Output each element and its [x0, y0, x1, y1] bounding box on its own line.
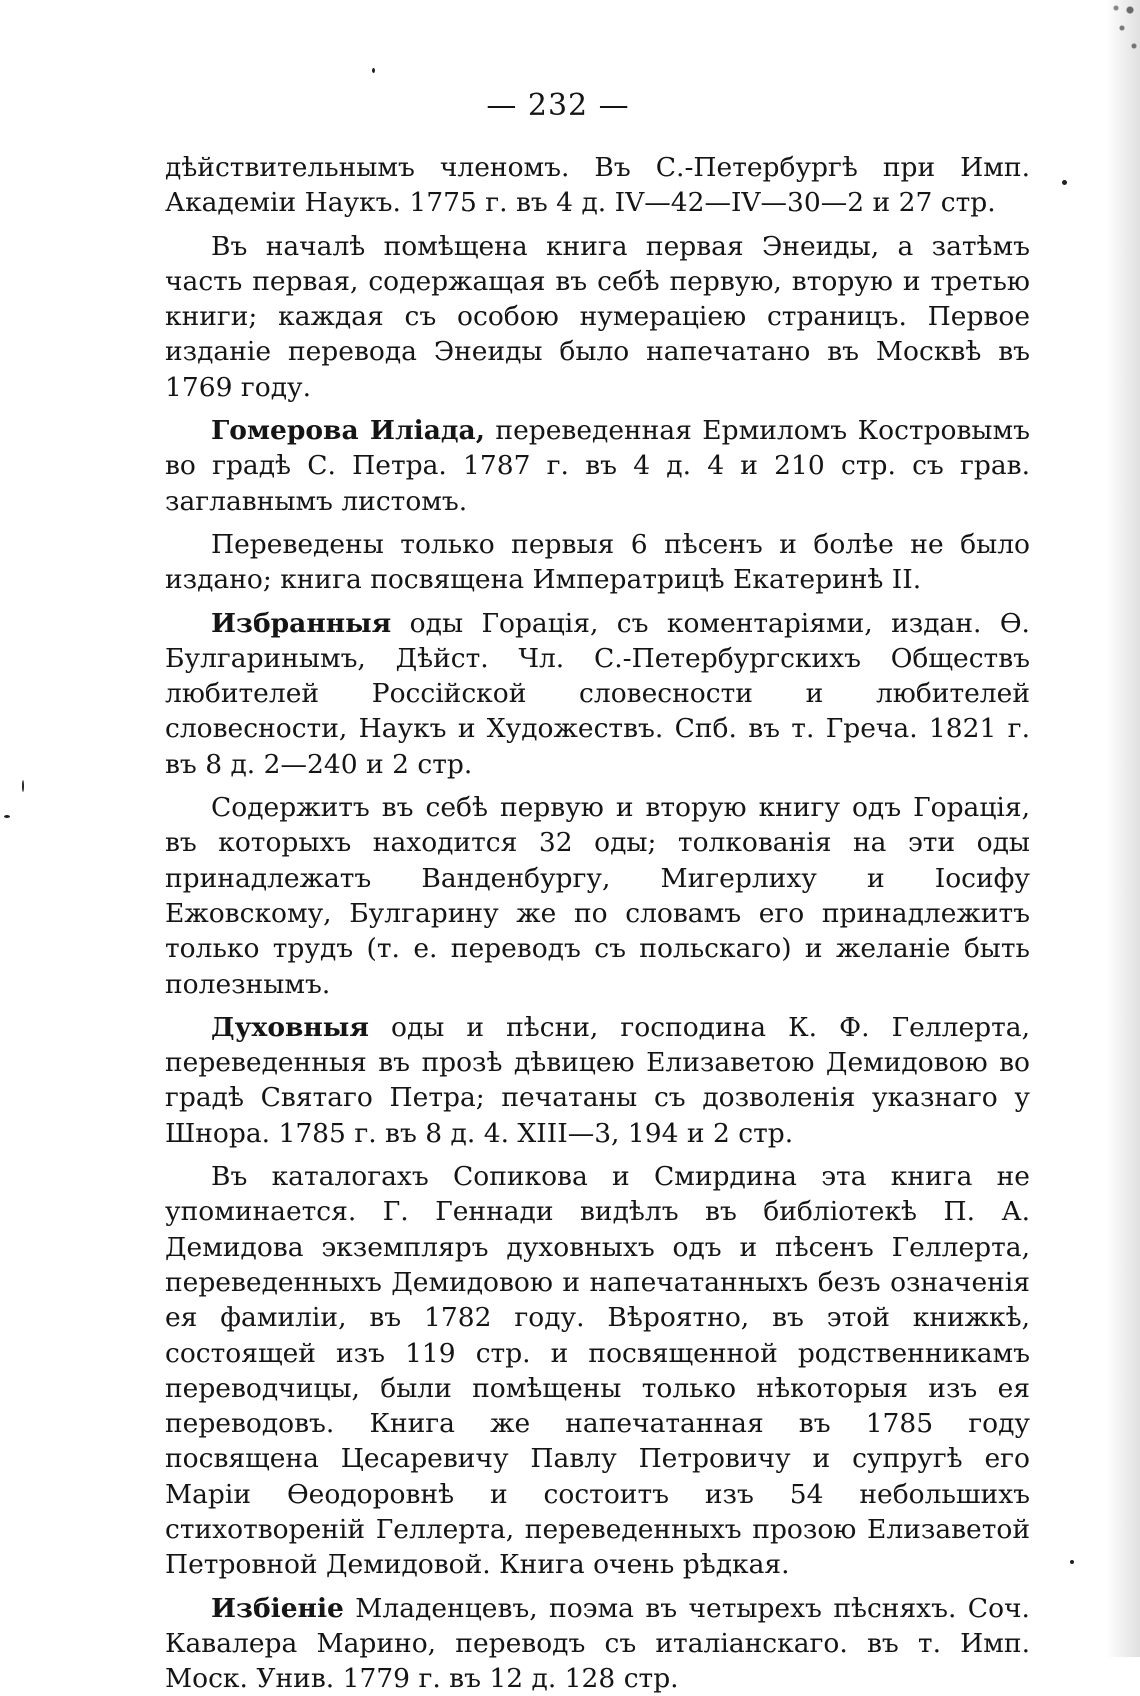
bold-title: Гомерова Иліада, [211, 415, 485, 447]
paragraph-text: Младенцевъ, поэма въ четырехъ пѣсняхъ. Соч. Кавалера Марино, переводъ съ италіанскаго. въ т. Имп. Моск. Унив. 1779 г. въ 12 д. 128 стр. [165, 1592, 1030, 1695]
paragraph-text: Переведены только первыя 6 пѣсенъ и болѣе не было издано; книга посвящена Императрицѣ Екатеринѣ II. [165, 528, 1030, 596]
paragraph-text: дѣйствительнымъ членомъ. Въ С.-Петербургѣ при Имп. Академіи Наукъ. 1775 г. въ 4 д. IV—42—IV—30—2 и 27 стр. [165, 152, 1030, 219]
page-corner-specks [1100, 0, 1140, 70]
ink-speck [22, 780, 24, 792]
paragraph-text: Содержитъ въ себѣ первую и вторую книгу одъ Горація, въ которыхъ находится 32 оды; толкованія на эти оды принадлежатъ Ванденбургу, Мигерлиху и Іосифу Ежовскому, Булгарину же по словамъ его принадлежитъ только трудъ (т. е. переводъ съ польскаго) и желаніе быть полезнымъ. [165, 792, 1030, 1000]
paragraph-text: Въ началѣ помѣщена книга первая Энеиды, а затѣмъ часть первая, содержащая въ себѣ первую, вторую и третью книги; каждая съ особою нумераціею страницъ. Первое изданіе перевода Энеиды было напечатано въ Москвѣ въ 1769 году. [165, 230, 1030, 403]
ink-speck [372, 68, 375, 73]
ink-speck [4, 815, 10, 818]
paragraph-text: оды и пѣсни, господина К. Ф. Геллерта, переведенныя въ прозѣ дѣвицею Елизаветою Демидовою во градѣ Святаго Петра; печатаны съ дозволенія указнаго у Шнора. 1785 г. въ 8 д. 4. XIII—3, 194 и 2 стр. [165, 1011, 1030, 1149]
paragraph-text: переведенная Ермиломъ Костровымъ во градѣ С. Петра. 1787 г. въ 4 д. 4 и 210 стр. съ грав. заглавнымъ листомъ. [165, 415, 1030, 517]
bold-title: Духовныя [211, 1011, 369, 1043]
bold-title: Избранныя [211, 607, 392, 639]
paragraph [165, 1010, 1030, 1151]
paragraph [165, 1591, 1030, 1696]
bold-title: Избіеніе [211, 1592, 344, 1624]
paragraph [165, 527, 1030, 598]
page-number: — 232 — [486, 88, 630, 123]
paragraph [165, 229, 1030, 405]
page-edge-shadow [1106, 0, 1140, 1657]
ink-speck [1062, 180, 1067, 185]
paragraph-text: Въ каталогахъ Сопикова и Смирдина эта книга не упоминается. Г. Геннади видѣлъ въ библіотекѣ П. А. Демидова экземпляръ духовныхъ одъ и пѣсенъ Геллерта, переведенныхъ Демидовою и напечатанныхъ безъ означенія ея фамиліи, въ 1782 году. Вѣроятно, въ этой книжкѣ, состоящей изъ 119 стр. и посвященной родственникамъ переводчицы, были помѣщены только нѣкоторыя изъ ея переводовъ. Книга же напечатанная въ 1785 году посвящена Цесаревичу Павлу Петровичу и супругѣ его Маріи Ѳеодоровнѣ и состоитъ изъ 54 небольшихъ стихотвореній Геллерта, переведенныхъ прозою Елизаветой Петровной Демидовой. Книга очень рѣдкая. [165, 1161, 1030, 1581]
paragraph [165, 606, 1030, 782]
paragraph [165, 790, 1030, 1002]
paragraph-text: оды Горація, съ коментаріями, издан. Ѳ. Булгаринымъ, Дѣйст. Чл. С.-Петербургскихъ Обществъ любителей Россійской словесности и любителей словесности, Наукъ и Художествъ. Спб. въ т. Греча. 1821 г. въ 8 д. 2—240 и 2 стр. [165, 607, 1030, 780]
paragraph [165, 150, 1030, 221]
ink-speck [1070, 1560, 1074, 1564]
body-text [165, 150, 1030, 1696]
paragraph [165, 1159, 1030, 1583]
paragraph [165, 413, 1030, 519]
